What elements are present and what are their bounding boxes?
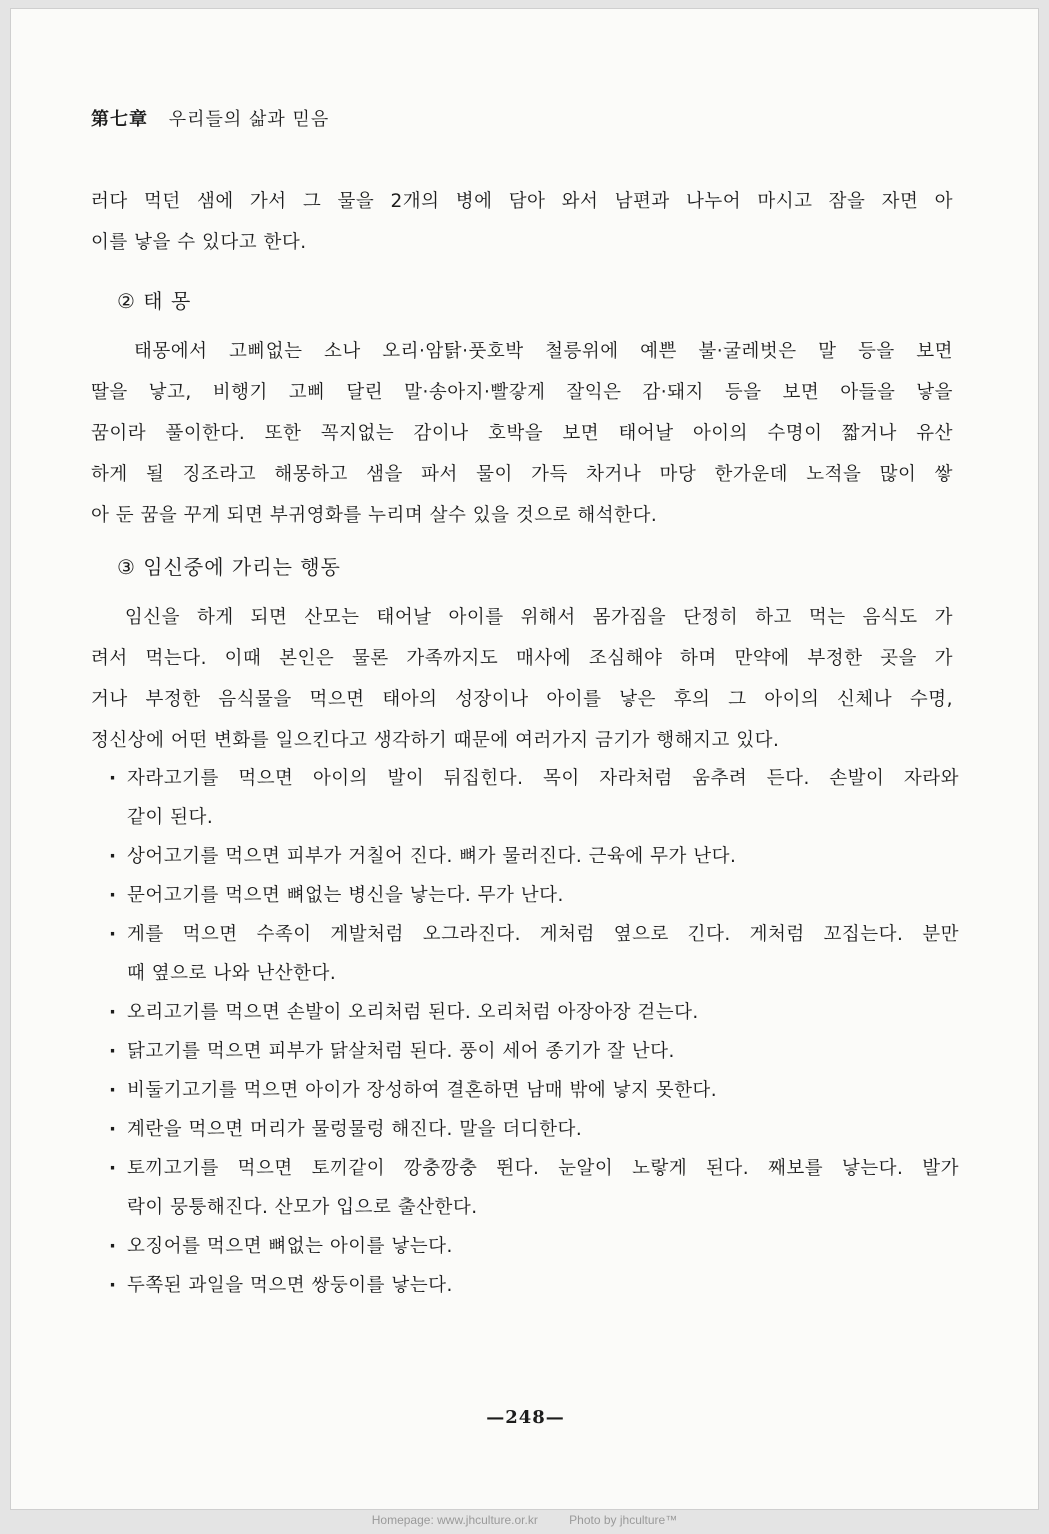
list-item-line: 계란을 먹으면 머리가 물렁물렁 해진다. 말을 더디한다. <box>127 1119 583 1140</box>
text-line: 딸을 낳고, 비행기 고삐 달린 말·송아지·빨갛게 잘익은 감·돼지 등을 보면 아들을 낳을 <box>91 382 953 403</box>
bullet-icon: · <box>109 1236 117 1257</box>
text-line: 정신상에 어떤 변화를 일으킨다고 생각하기 때문에 여러가지 금기가 행해지고 있다. <box>91 730 780 751</box>
list-item <box>109 876 959 915</box>
list-item <box>109 993 959 1032</box>
list-item <box>109 1032 959 1071</box>
bullet-icon: · <box>109 1080 117 1101</box>
text-line: 꿈이라 풀이한다. 또한 꼭지없는 감이나 호박을 보면 태어날 아이의 수명이 짧거나 유산 <box>91 423 953 444</box>
list-item-line: 상어고기를 먹으면 피부가 거칠어 진다. 뼈가 물러진다. 근육에 무가 난다. <box>127 846 737 867</box>
pregnancy-paragraph <box>91 597 953 761</box>
list-item-line: 오리고기를 먹으면 손발이 오리처럼 된다. 오리처럼 아장아장 걷는다. <box>127 1002 699 1023</box>
list-item-line: 두쪽된 과일을 먹으면 쌍둥이를 낳는다. <box>127 1275 453 1296</box>
list-item-line: 게를 먹으면 수족이 게발처럼 오그라진다. 게처럼 옆으로 긴다. 게처럼 꼬집는다. 분만 <box>127 924 959 945</box>
document-page <box>10 8 1039 1510</box>
list-item <box>109 915 959 993</box>
list-item-line: 문어고기를 먹으면 뼈없는 병신을 낳는다. 무가 난다. <box>127 885 564 906</box>
list-item-line: 자라고기를 먹으면 아이의 발이 뒤집힌다. 목이 자라처럼 움추려 든다. 손발이 자라와 <box>127 768 959 789</box>
list-item <box>109 1110 959 1149</box>
list-item <box>109 837 959 876</box>
bullet-icon: · <box>109 1041 117 1062</box>
photo-credit: Photo by jhculture™ <box>569 1513 678 1527</box>
running-header <box>91 105 329 131</box>
bullet-icon: · <box>109 1158 117 1179</box>
homepage-credit: Homepage: www.jhculture.or.kr <box>371 1513 538 1527</box>
list-item-line: 비둘기고기를 먹으면 아이가 장성하여 결혼하면 남매 밖에 낳지 못한다. <box>127 1080 718 1101</box>
section-heading-taemong: ② 태 몽 <box>117 289 192 313</box>
text-line: 하게 될 징조라고 해몽하고 샘을 파서 물이 가득 차거나 마당 한가운데 노적을 많이 쌓 <box>91 464 953 485</box>
list-item-line: 오징어를 먹으면 뼈없는 아이를 낳는다. <box>127 1236 453 1257</box>
list-item <box>109 1266 959 1305</box>
chapter-label: 第七章 <box>91 109 148 130</box>
text-line: 아 둔 꿈을 꾸게 되면 부귀영화를 누리며 살수 있을 것으로 해석한다. <box>91 505 658 526</box>
bullet-icon: · <box>109 768 117 789</box>
list-item-line: 락이 뭉퉁해진다. 산모가 입으로 출산한다. <box>127 1197 478 1218</box>
list-item <box>109 1149 959 1227</box>
text-line: 거나 부정한 음식물을 먹으면 태아의 성장이나 아이를 낳은 후의 그 아이의 신체나 수명, <box>91 689 953 710</box>
section-heading-pregnancy-taboos: ③ 임신중에 가리는 행동 <box>117 555 341 579</box>
text-line: 이를 낳을 수 있다고 한다. <box>91 232 307 253</box>
list-item <box>109 1227 959 1266</box>
bullet-icon: · <box>109 1275 117 1296</box>
list-item-line: 때 옆으로 나와 난산한다. <box>127 963 337 984</box>
bullet-icon: · <box>109 924 117 945</box>
list-item-line: 토끼고기를 먹으면 토끼같이 깡충깡충 뛴다. 눈알이 노랗게 된다. 째보를 낳는다. 발가 <box>127 1158 959 1179</box>
taemong-paragraph <box>91 331 953 536</box>
text-line: 려서 먹는다. 이때 본인은 물론 가족까지도 매사에 조심해야 하며 만약에 부정한 곳을 가 <box>91 648 953 669</box>
watermark-footer <box>0 1513 1049 1527</box>
bullet-icon: · <box>109 1002 117 1023</box>
text-line: 러다 먹던 샘에 가서 그 물을 2개의 병에 담아 와서 남편과 나누어 마시고 잠을 자면 아 <box>91 191 953 212</box>
list-item <box>109 759 959 837</box>
list-item-line: 같이 된다. <box>127 807 214 828</box>
bullet-icon: · <box>109 846 117 867</box>
bullet-icon: · <box>109 1119 117 1140</box>
taboo-list <box>109 759 959 1305</box>
chapter-title: 우리들의 삶과 믿음 <box>168 109 330 130</box>
list-item-line: 닭고기를 먹으면 피부가 닭살처럼 된다. 풍이 세어 종기가 잘 난다. <box>127 1041 675 1062</box>
intro-paragraph <box>91 181 953 263</box>
text-line: 태몽에서 고삐없는 소나 오리·암탉·풋호박 철릉위에 예쁜 불·굴레벗은 말 등을 보면 <box>91 341 953 362</box>
list-item <box>109 1071 959 1110</box>
page-number: —248— <box>486 1407 565 1428</box>
text-line: 임신을 하게 되면 산모는 태어날 아이를 위해서 몸가짐을 단정히 하고 먹는 음식도 가 <box>91 607 953 628</box>
bullet-icon: · <box>109 885 117 906</box>
